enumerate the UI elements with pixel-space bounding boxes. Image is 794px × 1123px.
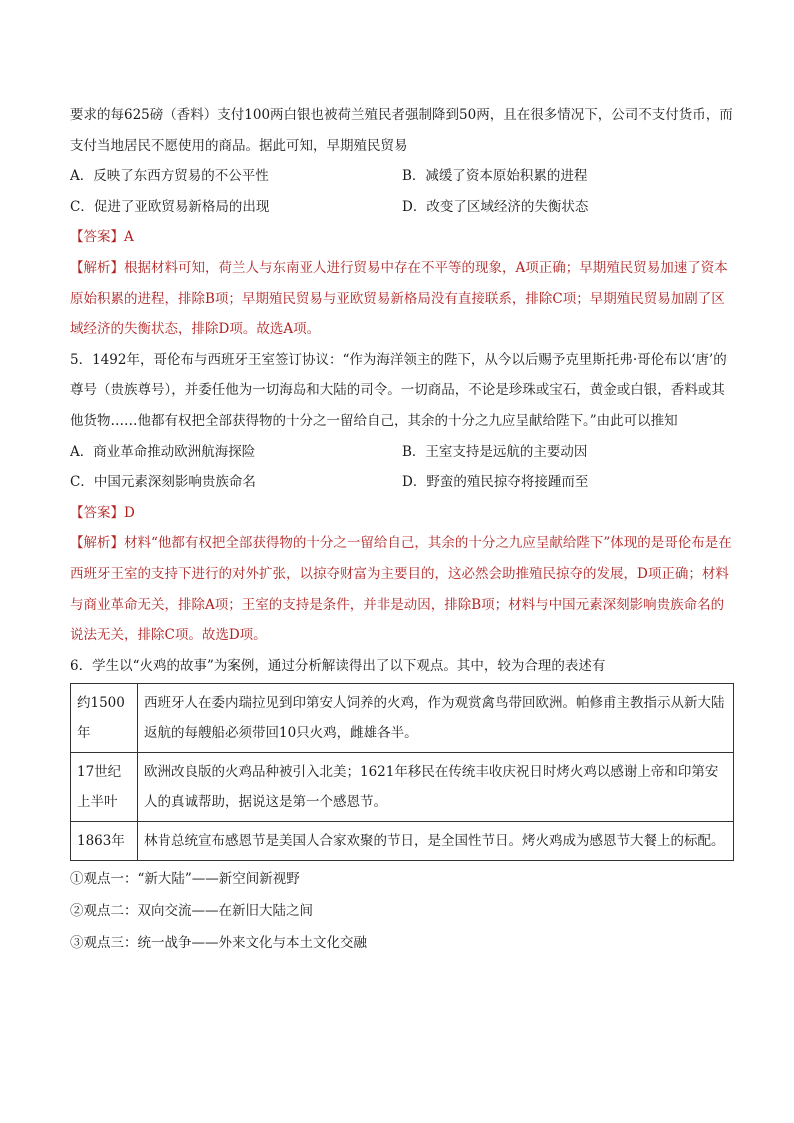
option-a: A．商业革命推动欧洲航海探险: [70, 443, 256, 460]
question-4-options: [70, 161, 734, 222]
page-content: [70, 100, 734, 959]
description-cell: 欧洲改良版的火鸡品种被引入北美；1621年移民在传统丰收庆祝日时烤火鸡以感谢上帝和印第安人的真诚帮助，据说这是第一个感恩节。: [138, 753, 734, 822]
viewpoint-2: ②观点二：双向交流——在新旧大陆之间: [70, 903, 313, 920]
answer-value: A: [124, 229, 134, 246]
analysis-label: 【解析】: [70, 535, 124, 552]
option-b: B．减缓了资本原始积累的进程: [402, 168, 588, 185]
table-row: [71, 822, 734, 861]
analysis-text: 材料“他都有权把全部获得物的十分之一留给自己，其余的十分之九应呈献给陛下”体现的是哥伦布是在西班牙王室的支持下进行的对外扩张，以掠夺财富为主要目的，这必然会助推殖民掠夺的发展，D项正确；材料与商业革命无关，排除A项；王室的支持是条件，并非是动因，排除B项；材料与中国元素深刻影响贵族命名的说法无关，排除C项。故选D项。: [70, 535, 732, 644]
viewpoints-list: [70, 863, 734, 959]
year-cell: 约1500年: [71, 684, 138, 753]
answer-label: 【答案】: [70, 504, 124, 521]
answer-value: D: [124, 504, 135, 521]
option-d: D．野蛮的殖民掠夺将接踵而至: [402, 474, 589, 491]
question-4-analysis: [70, 253, 734, 345]
table-row: [71, 684, 734, 753]
question-5-answer: [70, 498, 734, 529]
option-d: D．改变了区域经济的失衡状态: [402, 198, 589, 215]
option-c: C．中国元素深刻影响贵族命名: [70, 474, 256, 491]
year-cell: 1863年: [71, 822, 138, 861]
turkey-timeline-table: [70, 683, 734, 861]
question-4-stem: 要求的每625磅（香料）支付100两白银也被荷兰殖民者强制降到50两，且在很多情况下，公司不支付货币，而支付当地居民不愿使用的商品。据此可知，早期殖民贸易: [70, 107, 733, 154]
viewpoint-1: ①观点一：“新大陆”——新空间新视野: [70, 871, 300, 888]
question-5-analysis: [70, 528, 734, 650]
analysis-text: 根据材料可知，荷兰人与东南亚人进行贸易中存在不平等的现象，A项正确；早期殖民贸易加速了资本原始积累的进程，排除B项；早期殖民贸易与亚欧贸易新格局没有直接联系，排除C项；早期殖民贸易加剧了区域经济的失衡状态，排除D项。故选A项。: [70, 259, 728, 338]
question-5-options: [70, 437, 734, 498]
option-b: B．王室支持是远航的主要动因: [402, 443, 588, 460]
table-row: [71, 753, 734, 822]
option-c: C．促进了亚欧贸易新格局的出现: [70, 198, 270, 215]
question-6-stem: 6．学生以“火鸡的故事”为案例，通过分析解读得出了以下观点。其中，较为合理的表述有: [70, 657, 606, 674]
description-cell: 林肯总统宣布感恩节是美国人合家欢聚的节日，是全国性节日。烤火鸡成为感恩节大餐上的标配。: [138, 822, 734, 861]
year-cell: 17世纪上半叶: [71, 753, 138, 822]
question-5-stem: 5．1492年，哥伦布与西班牙王室签订协议：“作为海洋领主的陛下，从今以后赐予克里斯托弗·哥伦布以‘唐’的尊号（贵族尊号），并委任他为一切海岛和大陆的司令。一切商品，不论是珍珠或宝石，黄金或白银，香料或其他货物……他都有权把全部获得物的十分之一留给自己，其余的十分之九应呈献给陛下。”由此可以推知: [70, 351, 727, 429]
answer-label: 【答案】: [70, 229, 124, 246]
description-cell: 西班牙人在委内瑞拉见到印第安人饲养的火鸡，作为观赏禽鸟带回欧洲。帕修甫主教指示从新大陆返航的每艘船必须带回10只火鸡，雌雄各半。: [138, 684, 734, 753]
viewpoint-3: ③观点三：统一战争——外来文化与本土文化交融: [70, 935, 367, 952]
question-4-answer: [70, 222, 734, 253]
option-a: A．反映了东西方贸易的不公平性: [70, 168, 269, 185]
analysis-label: 【解析】: [70, 259, 124, 276]
